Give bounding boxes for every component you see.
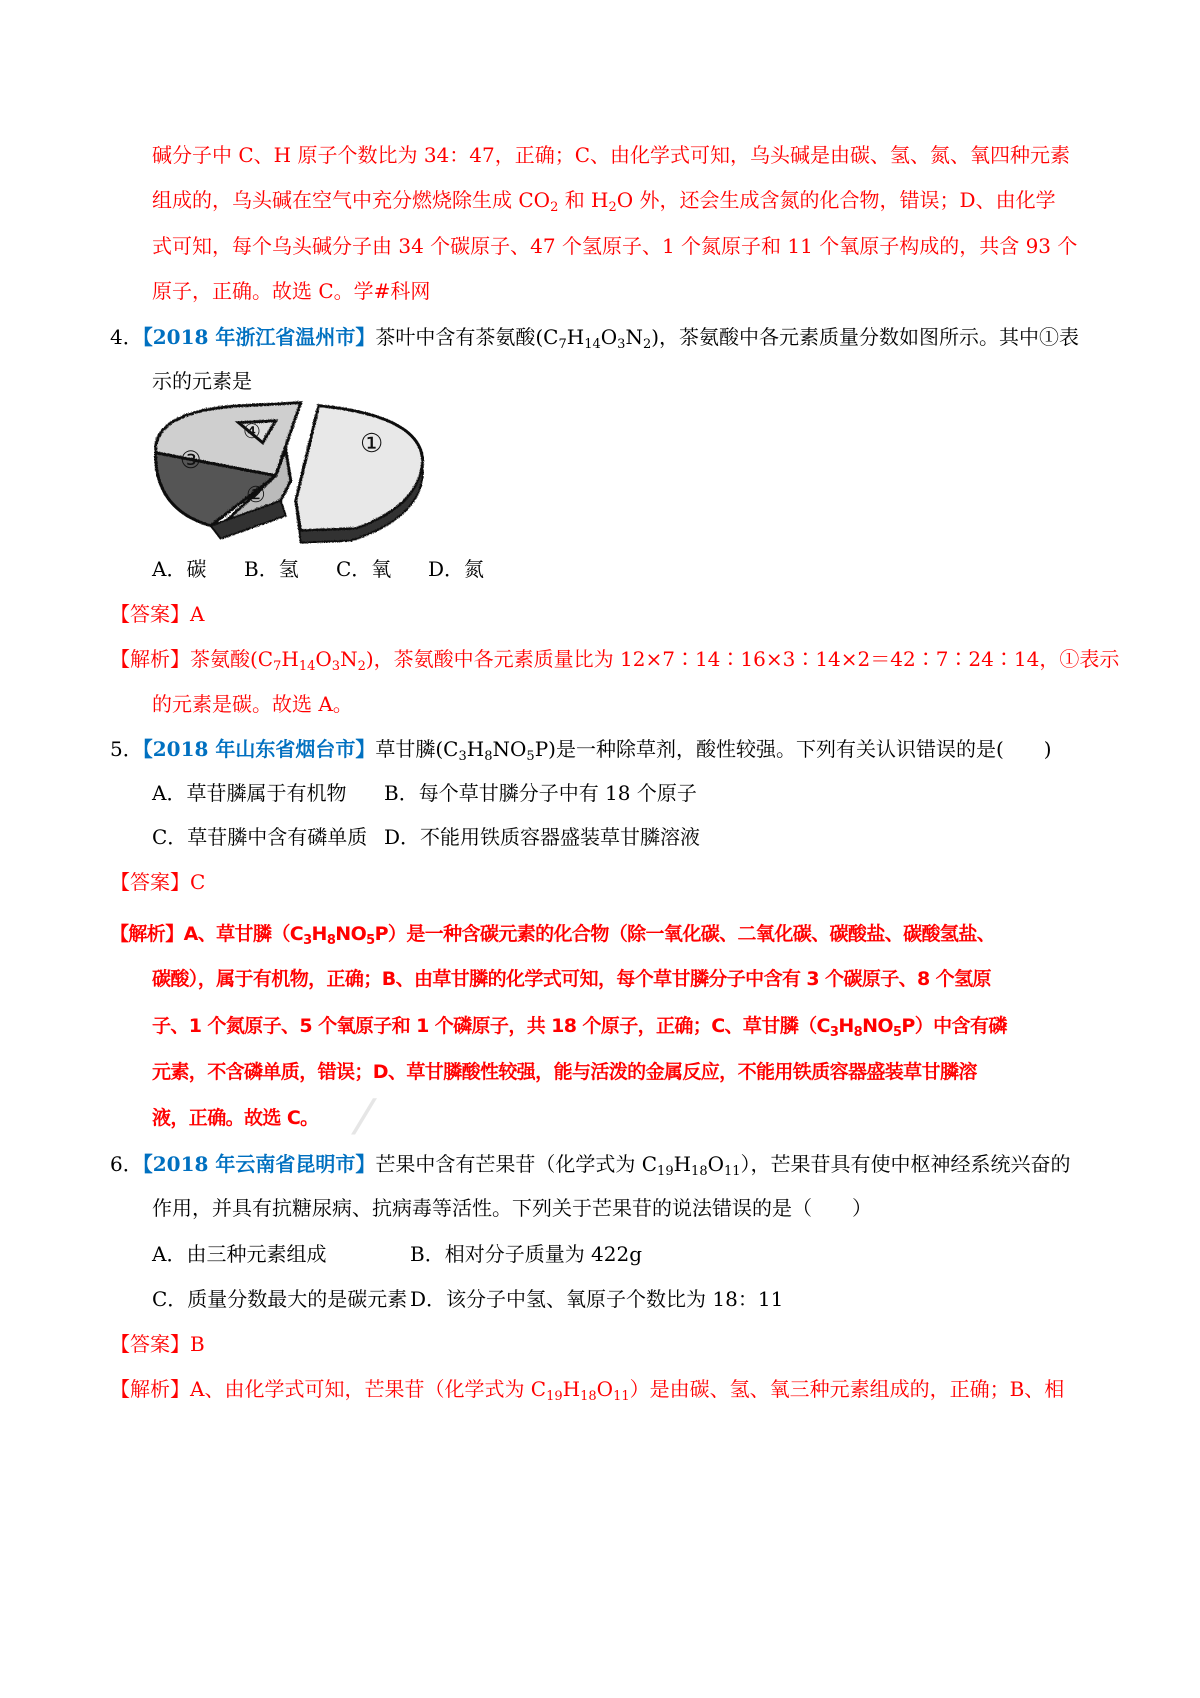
option-b: B．氢 <box>244 557 299 581</box>
pie-label-2: ② <box>246 483 266 508</box>
question-source: 【2018 年浙江省温州市】 <box>142 325 376 349</box>
question-5-analysis-line-3: 子、1 个氮原子、5 个氧原子和 1 个磷原子，共 18 个原子，正确；C、草甘膦$(C_3H_8NO_5P)$中含有磷 <box>152 1015 1007 1040</box>
question-6-options-row-1 <box>152 1240 642 1268</box>
question-5-analysis-line-5: 液，正确。故选 C。 <box>152 1107 319 1129</box>
prev-analysis-line-3: 式可知，每个乌头碱分子由 34 个碳原子、47 个氢原子、1 个氮原子和 11 个氧原子构成的，共含 93 个 <box>152 234 1078 258</box>
question-5-answer: 【答案】C <box>110 870 206 894</box>
option-a: A．碳 <box>152 557 207 581</box>
option-c: C．质量分数最大的是碳元素 <box>152 1287 408 1311</box>
question-5-options-row-1 <box>152 779 697 807</box>
question-number: 5． <box>110 737 143 761</box>
question-source: 【2018 年山东省烟台市】 <box>142 737 376 761</box>
option-c: C．氧 <box>336 557 392 581</box>
question-number: 6． <box>110 1152 143 1176</box>
option-d: D．氮 <box>428 557 485 581</box>
question-5-analysis-line-2: 碳酸），属于有机物，正确；B、由草甘膦的化学式可知，每个草甘膦分子中含有 3 个碳原子、8 个氢原 <box>152 968 991 990</box>
option-d: D．该分子中氢、氧原子个数比为 18：11 <box>410 1287 784 1311</box>
question-4-answer: 【答案】A <box>110 602 205 626</box>
question-4-options <box>152 555 484 583</box>
question-6-stem: 6．【2018 年云南省昆明市】芒果中含有芒果苷（化学式为 $C_{19}H_{18}O_{11}$），芒果苷具有使中枢神经系统兴奋的 <box>110 1152 1071 1179</box>
question-5-stem: 5．【2018 年山东省烟台市】草甘膦$(C_3H_8NO_5P)$是一种除草剂，酸性较强。下列有关认识错误的是( ) <box>110 737 1052 764</box>
question-4-stem: 4．【2018 年浙江省温州市】茶叶中含有茶氨酸$(C_7H_{14}O_3N_2)$，茶氨酸中各元素质量分数如图所示。其中①表 <box>110 325 1080 352</box>
prev-analysis-line-1: 碱分子中 C、H 原子个数比为 34：47，正确；C、由化学式可知，乌头碱是由碳、氢、氮、氧四种元素 <box>152 143 1071 167</box>
question-5-analysis-line-4: 元素，不含磷单质，错误；D、草甘膦酸性较强，能与活泼的金属反应，不能用铁质容器盛装草甘膦溶 <box>152 1061 977 1083</box>
question-number: 4． <box>110 325 143 349</box>
pie-label-1: ① <box>360 429 384 459</box>
question-6-options-row-2 <box>152 1285 783 1313</box>
question-5-analysis: 【解析】A、草甘膦$(C_3H_8NO_5P)$是一种含碳元素的化合物（除一氧化碳、二氧化碳、碳酸盐、碳酸氢盐、 <box>110 923 996 948</box>
question-4-analysis: 【解析】茶氨酸$(C_7H_{14}O_3N_2)$，茶氨酸中各元素质量比为 12×7∶14∶16×3∶14×2＝42∶7∶24∶14，①表示 <box>110 647 1120 674</box>
prev-analysis-line-2: 组成的，乌头碱在空气中充分燃烧除生成 $CO_2$ 和 $H_2O$ 外，还会生成含氮的化合物，错误；D、由化学 <box>152 188 1056 215</box>
option-b: B．相对分子质量为 422g <box>410 1242 643 1266</box>
option-d: D．不能用铁质容器盛装草甘膦溶液 <box>384 825 701 849</box>
prev-analysis-line-4: 原子，正确。故选 C。学#科网 <box>152 279 431 303</box>
option-b: B．每个草甘膦分子中有 18 个原子 <box>384 781 697 805</box>
question-6-answer: 【答案】B <box>110 1332 205 1356</box>
question-5-options-row-2 <box>152 823 700 851</box>
question-4-analysis-line-2: 的元素是碳。故选 A。 <box>152 692 353 716</box>
option-a: A．草苷膦属于有机物 <box>152 781 347 805</box>
question-4-stem-line-2: 示的元素是 <box>152 369 252 393</box>
question-source: 【2018 年云南省昆明市】 <box>142 1152 376 1176</box>
pie-chart-image <box>150 400 430 545</box>
question-6-stem-line-2: 作用，并具有抗糖尿病、抗病毒等活性。下列关于芒果苷的说法错误的是（ ） <box>152 1196 872 1220</box>
question-6-analysis: 【解析】A、由化学式可知，芒果苷（化学式为 $C_{19}H_{18}O_{11}$）是由碳、氢、氧三种元素组成的，正确；B、相 <box>110 1377 1065 1404</box>
pie-label-4: ④ <box>243 419 261 443</box>
watermark-mark: ⁄ <box>360 1090 369 1146</box>
option-c: C．草苷膦中含有磷单质 <box>152 825 368 849</box>
pie-label-3: ③ <box>180 446 202 474</box>
option-a: A．由三种元素组成 <box>152 1242 327 1266</box>
